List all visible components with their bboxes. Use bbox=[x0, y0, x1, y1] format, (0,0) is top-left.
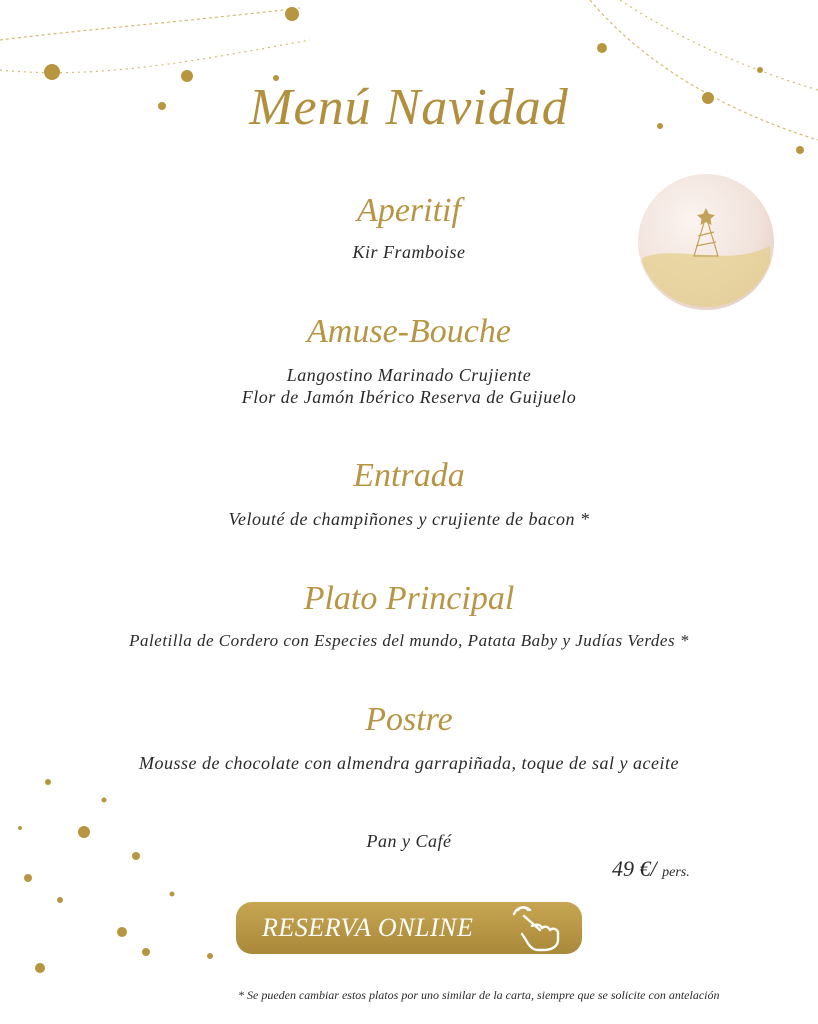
price-unit: pers. bbox=[662, 865, 690, 880]
section-title-entrada: Entrada bbox=[353, 457, 465, 494]
price-value: 49 €/ bbox=[612, 856, 657, 881]
section-title-postre: Postre bbox=[365, 701, 453, 738]
extras-text: Pan y Café bbox=[366, 831, 452, 851]
footnote: * Se pueden cambiar estos platos por uno similar de la carta, siempre que se solicite con antelación bbox=[238, 988, 720, 1002]
dish-plato-principal: Paletilla de Cordero con Especies del mundo, Patata Baby y Judías Verdes * bbox=[129, 631, 689, 650]
section-title-aperitif: Aperitif bbox=[357, 192, 461, 229]
section-title-plato-principal: Plato Principal bbox=[303, 580, 515, 617]
section-title-amuse-bouche: Amuse-Bouche bbox=[307, 313, 511, 350]
reserve-online-label: RESERVA ONLINE bbox=[262, 913, 474, 942]
dish-entrada: Velouté de champiñones y crujiente de bacon * bbox=[228, 509, 590, 529]
reserve-online-button[interactable] bbox=[236, 902, 582, 954]
pointing-hand-icon bbox=[512, 906, 572, 952]
price bbox=[612, 856, 690, 882]
dish-amuse-bouche-2: Flor de Jamón Ibérico Reserva de Guijuelo bbox=[241, 387, 577, 407]
menu-title: Menú Navidad bbox=[249, 79, 569, 136]
dish-aperitif: Kir Framboise bbox=[352, 242, 466, 262]
dish-amuse-bouche-1: Langostino Marinado Crujiente bbox=[286, 365, 532, 385]
dish-postre: Mousse de chocolate con almendra garrapiñada, toque de sal y aceite bbox=[139, 753, 679, 773]
